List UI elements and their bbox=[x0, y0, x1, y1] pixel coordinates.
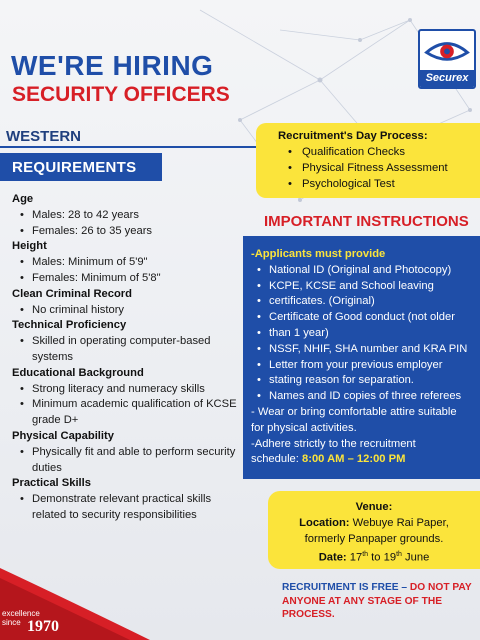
date-month: June bbox=[401, 551, 430, 564]
requirement-category: Clean Criminal Record bbox=[12, 287, 132, 300]
requirement-item: • Skilled in operating computer-based systems bbox=[12, 334, 237, 366]
requirement-category: Physical Capability bbox=[12, 429, 114, 442]
location-value: Webuye Rai Paper, bbox=[352, 517, 449, 529]
requirement-item: • Minimum academic qualification of KCSE grade D+ bbox=[12, 397, 237, 429]
instruction-item-cont bbox=[251, 294, 480, 310]
date-start-suffix: th bbox=[362, 551, 369, 558]
schedule-time: 8:00 AM – 12:00 PM bbox=[302, 453, 406, 466]
instruction-item: • NSSF, NHIF, SHA number and KRA PIN bbox=[251, 342, 480, 358]
requirement-category: Age bbox=[12, 193, 34, 205]
instruction-item: • National ID (Original and Photocopy) bbox=[251, 263, 480, 279]
requirement-category: Practical Skills bbox=[12, 477, 91, 490]
requirement-item: • Strong literacy and numeracy skills bbox=[12, 382, 237, 398]
instruction-item-cont bbox=[251, 373, 480, 389]
date-label: Date: bbox=[318, 551, 347, 564]
process-item: • Physical Fitness Assessment bbox=[278, 160, 480, 176]
recruitment-process-box bbox=[256, 123, 480, 198]
date-end-suffix: th bbox=[396, 551, 402, 558]
instruction-note: for physical activities. bbox=[251, 421, 357, 434]
requirement-item: • Demonstrate relevant practical skills related to security responsibilities bbox=[12, 492, 237, 524]
requirement-item: • Physically fit and able to perform security duties bbox=[12, 445, 237, 477]
eye-icon bbox=[420, 31, 474, 70]
requirement-item: • Males: 28 to 42 years bbox=[12, 208, 237, 224]
requirements-heading: REQUIREMENTS bbox=[0, 153, 162, 181]
venue-box bbox=[268, 491, 480, 569]
logo-wordmark: Securex bbox=[420, 70, 474, 87]
notice-red: DO NOT PAY bbox=[409, 582, 472, 593]
page-subtitle: SECURITY OFFICERS bbox=[12, 83, 230, 106]
divider bbox=[0, 146, 290, 148]
location-line-2: formerly Panpaper grounds. bbox=[304, 533, 444, 545]
requirement-item: • Females: 26 to 35 years bbox=[12, 224, 237, 240]
requirement-item: • Females: Minimum of 5'8" bbox=[12, 271, 237, 287]
location-label: Location: bbox=[299, 517, 350, 529]
free-recruitment-notice bbox=[282, 581, 480, 622]
instruction-note-schedule bbox=[251, 452, 480, 468]
instruction-item: • Certificate of Good conduct (not older bbox=[251, 310, 480, 326]
date-start: 17 bbox=[349, 551, 363, 564]
venue-heading: Venue: bbox=[355, 501, 393, 513]
requirement-category: Height bbox=[12, 240, 47, 253]
badge-since: since bbox=[2, 618, 21, 627]
date-to: to 19 bbox=[368, 551, 397, 564]
schedule-label: schedule: bbox=[251, 453, 302, 466]
requirements-list bbox=[12, 192, 237, 524]
requirement-category: Technical Proficiency bbox=[12, 319, 127, 332]
instruction-item: • Letter from your previous employer bbox=[251, 358, 480, 374]
instruction-item: • Names and ID copies of three referees bbox=[251, 389, 480, 405]
instruction-item-cont bbox=[251, 326, 480, 342]
region-label: WESTERN bbox=[6, 128, 81, 145]
requirement-item: • No criminal history bbox=[12, 303, 237, 319]
requirement-category: Educational Background bbox=[12, 366, 144, 379]
requirement-item: • Males: Minimum of 5'9" bbox=[12, 255, 237, 271]
instruction-note: -Adhere strictly to the recruitment bbox=[251, 437, 416, 450]
notice-red: PROCESS. bbox=[282, 609, 335, 620]
instructions-lead: -Applicants must provide bbox=[251, 248, 386, 260]
page-title: WE'RE HIRING bbox=[11, 50, 214, 81]
process-title: Recruitment's Day Process: bbox=[278, 130, 428, 142]
badge-year: 1970 bbox=[27, 618, 59, 635]
process-item: • Psychological Test bbox=[278, 176, 480, 192]
instruction-text: certificates. (Original) bbox=[269, 295, 375, 308]
instructions-box bbox=[243, 236, 480, 479]
process-item: • Qualification Checks bbox=[278, 144, 480, 160]
instruction-note: - Wear or bring comfortable attire suitable bbox=[251, 405, 457, 418]
badge-tagline: excellence bbox=[2, 609, 40, 618]
notice-blue: RECRUITMENT IS FREE – bbox=[282, 582, 410, 593]
instruction-text: stating reason for separation. bbox=[269, 374, 414, 387]
instructions-heading: IMPORTANT INSTRUCTIONS bbox=[264, 213, 469, 230]
instruction-item: • KCPE, KCSE and School leaving bbox=[251, 279, 480, 295]
notice-red: ANYONE AT ANY STAGE OF THE bbox=[282, 595, 442, 607]
instruction-text: than 1 year) bbox=[269, 326, 329, 339]
securex-logo bbox=[418, 29, 476, 89]
